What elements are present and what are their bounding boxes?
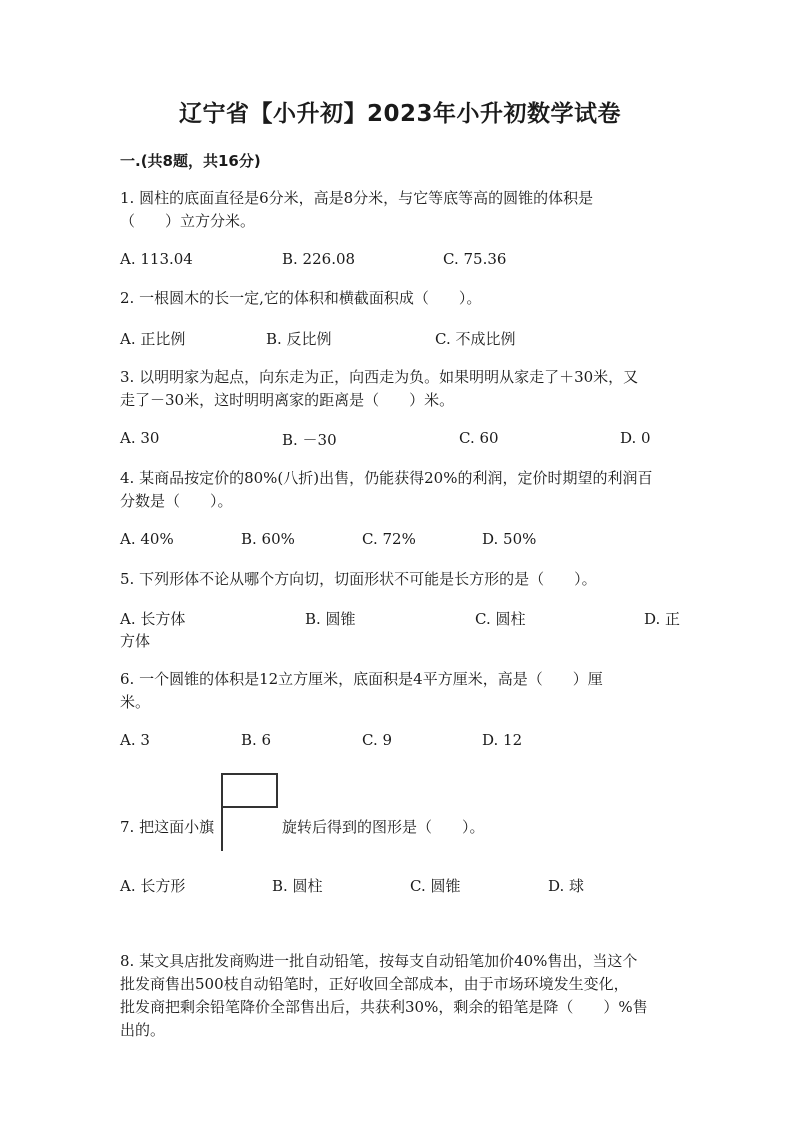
- flag-banner: [222, 774, 277, 807]
- page-title: 辽宁省【小升初】2023年小升初数学试卷: [178, 101, 621, 127]
- section-heading: 一.(共8题，共16分): [120, 152, 261, 170]
- question-8-line-4: 出的。: [120, 1021, 166, 1039]
- question-6-option-d: D. 12: [482, 731, 523, 749]
- question-1-line-1: 1. 圆柱的底面直径是6分米，高是8分米，与它等底等高的圆锥的体积是: [120, 189, 594, 207]
- question-4-option-c: C. 72%: [362, 530, 416, 548]
- question-6-option-a: A. 3: [120, 731, 150, 749]
- question-7-option-a: A. 长方形: [120, 877, 186, 895]
- question-6-line-1: 6. 一个圆锥的体积是12立方厘米，底面积是4平方厘米，高是（ ）厘: [120, 670, 603, 688]
- question-2-option-b: B. 反比例: [266, 330, 332, 348]
- question-5-option-b: B. 圆锥: [305, 610, 356, 628]
- question-2-option-c: C. 不成比例: [435, 330, 516, 348]
- question-7-option-c: C. 圆锥: [410, 877, 461, 895]
- question-8-line-2: 批发商售出500枝自动铅笔时，正好收回全部成本，由于市场环境发生变化，: [120, 975, 629, 993]
- question-1-option-c: C. 75.36: [443, 250, 507, 268]
- question-5-option-d: D. 正: [644, 610, 681, 628]
- question-8-line-3: 批发商把剩余铅笔降价全部售出后，共获利30%，剩余的铅笔是降（ ）%售: [120, 998, 648, 1016]
- question-5-option-a: A. 长方体: [120, 610, 186, 628]
- question-7-option-d: D. 球: [548, 877, 585, 895]
- question-7-suffix: 旋转后得到的图形是（ ）。: [282, 818, 485, 836]
- question-1-option-a: A. 113.04: [120, 250, 193, 268]
- question-3-option-d: D. 0: [620, 429, 651, 447]
- question-3-option-b: B. －30: [282, 431, 337, 449]
- question-3-line-1: 3. 以明明家为起点，向东走为正，向西走为负。如果明明从家走了＋30米，又: [120, 368, 639, 386]
- question-3-line-2: 走了－30米，这时明明离家的距离是（ ）米。: [120, 391, 455, 409]
- question-3-option-a: A. 30: [120, 429, 160, 447]
- question-8-line-1: 8. 某文具店批发商购进一批自动铅笔，按每支自动铅笔加价40%售出，当这个: [120, 952, 638, 970]
- question-5-option-d-continued: 方体: [120, 632, 151, 650]
- question-4-option-a: A. 40%: [120, 530, 174, 548]
- question-5-line-1: 5. 下列形体不论从哪个方向切，切面形状不可能是长方形的是（ ）。: [120, 570, 597, 588]
- flag-figure: [221, 773, 278, 851]
- question-4-option-d: D. 50%: [482, 530, 537, 548]
- question-6-line-2: 米。: [120, 693, 151, 711]
- question-2-line-1: 2. 一根圆木的长一定,它的体积和横截面积成（ ）。: [120, 289, 482, 307]
- question-6-option-c: C. 9: [362, 731, 393, 749]
- question-1-option-b: B. 226.08: [282, 250, 356, 268]
- question-7-prefix: 7. 把这面小旗: [120, 818, 215, 836]
- question-5-option-c: C. 圆柱: [475, 610, 526, 628]
- question-7-option-b: B. 圆柱: [272, 877, 323, 895]
- question-4-option-b: B. 60%: [241, 530, 295, 548]
- question-4-line-1: 4. 某商品按定价的80%(八折)出售，仍能获得20%的利润，定价时期望的利润百: [120, 469, 653, 487]
- question-6-option-b: B. 6: [241, 731, 272, 749]
- question-3-option-c: C. 60: [459, 429, 499, 447]
- question-2-option-a: A. 正比例: [120, 330, 186, 348]
- question-4-line-2: 分数是（ ）。: [120, 492, 233, 510]
- question-1-line-2: （ ）立方分米。: [120, 212, 256, 230]
